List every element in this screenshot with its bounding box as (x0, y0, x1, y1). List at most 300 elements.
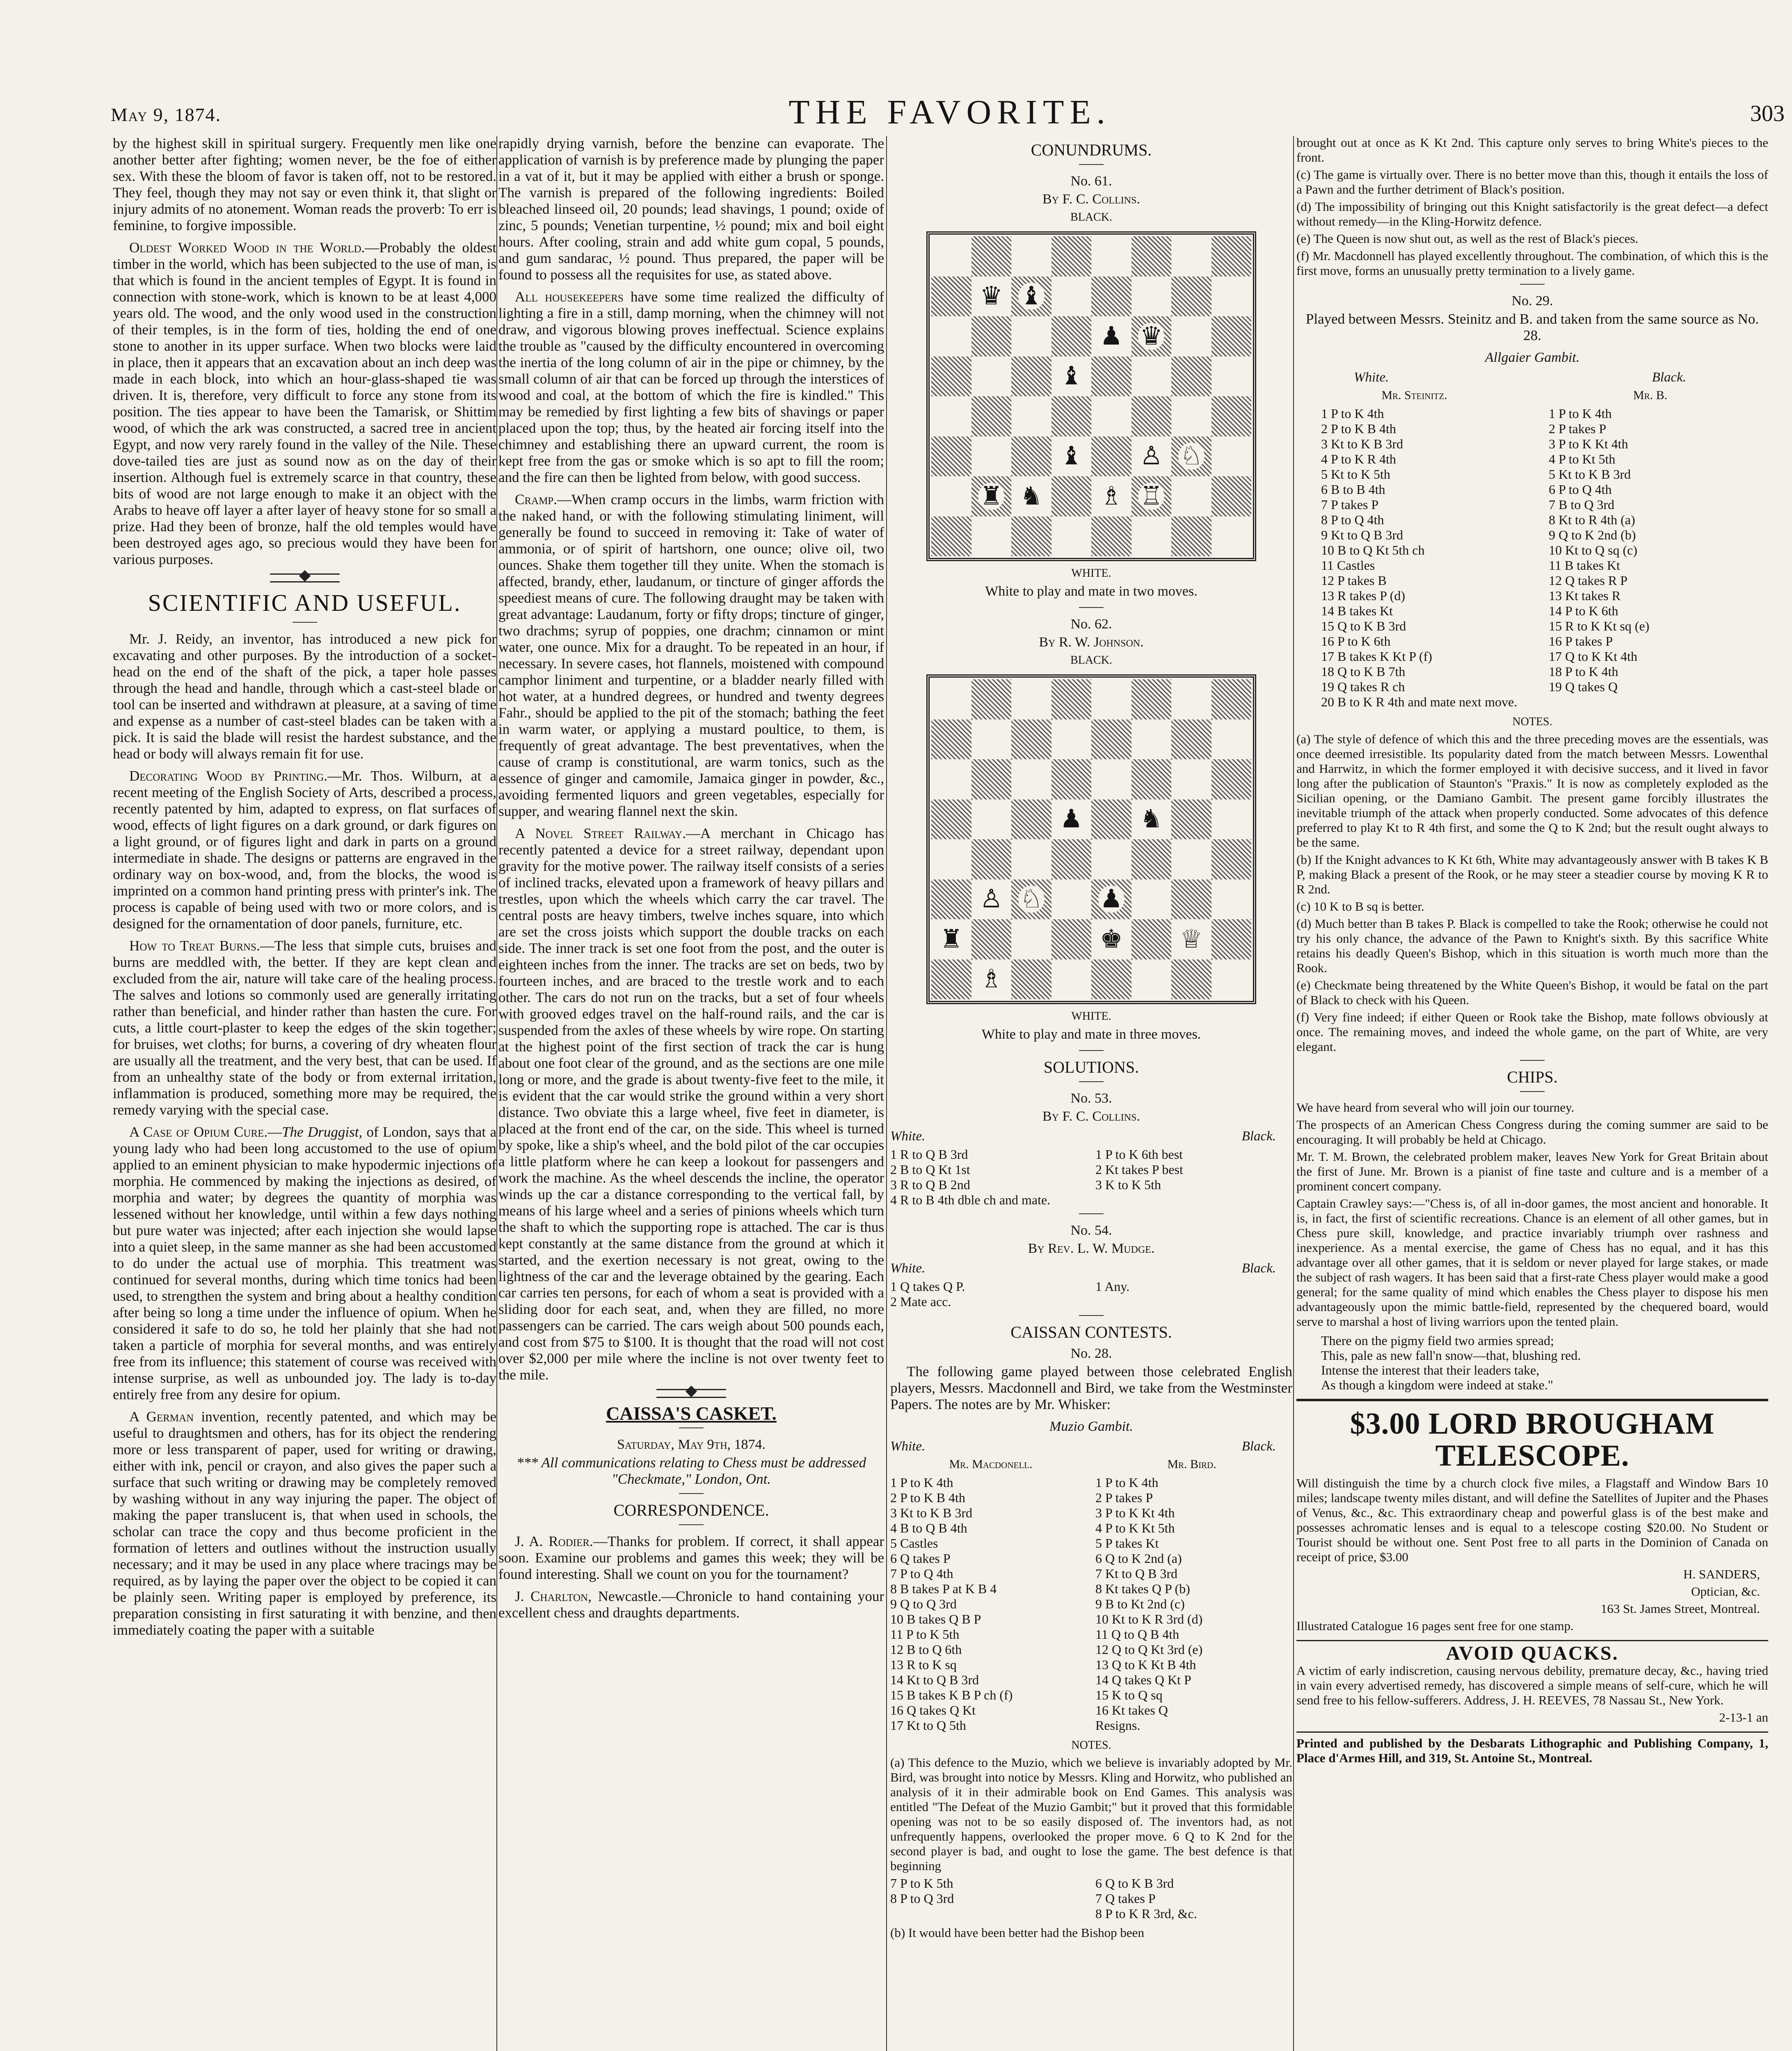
board-square (1131, 396, 1172, 436)
chess-piece-icon: ♞ (1138, 806, 1164, 833)
column-1 (113, 135, 496, 1644)
solution-author: By Rev. L. W. Mudge. (1028, 1241, 1155, 1256)
board-square (1051, 316, 1092, 356)
move-black: 3 P to K Kt 4th (1549, 436, 1628, 451)
board-square (1091, 839, 1131, 879)
chess-piece-icon: ♚ (1098, 926, 1125, 953)
board-square (1131, 719, 1172, 760)
board-square (1211, 316, 1252, 356)
move-black: 17 Q to K Kt 4th (1549, 649, 1637, 664)
divider (679, 1524, 704, 1525)
move-black: 6 Q to K B 3rd (1095, 1876, 1174, 1891)
advert-title-line: TELESCOPE. (1435, 1439, 1630, 1473)
board-square (971, 356, 1012, 397)
board-square (1011, 276, 1051, 317)
white-header: White. (890, 1261, 926, 1276)
board-square (931, 236, 971, 276)
advert-footnote: Illustrated Catalogue 16 pages sent free for one stamp. (1296, 1619, 1574, 1633)
correspondent-name: J. Charlton, (515, 1588, 592, 1604)
page-number: 303 (1750, 101, 1785, 126)
chess-piece-icon: ♘ (1018, 886, 1045, 913)
board-square (931, 679, 971, 719)
board-square (971, 396, 1012, 436)
board-square (1011, 919, 1051, 959)
move-white: 2 B to Q Kt 1st (890, 1162, 970, 1177)
move-white: 12 P takes B (1321, 573, 1387, 588)
move-white: 9 Q to Q 3rd (890, 1596, 957, 1611)
note-text: (b) It would have been better had the Bishop been (890, 1925, 1144, 1940)
article-heading: Cramp. (515, 491, 557, 507)
board-square (1211, 436, 1252, 477)
board-square (1211, 396, 1252, 436)
article-decorating-wood (113, 768, 496, 932)
opening-name: Muzio Gambit. (1049, 1419, 1133, 1434)
poem-line: Intense the interest that their leaders take, (1321, 1363, 1540, 1377)
board-square (1011, 959, 1051, 1000)
advert-rule (1296, 1731, 1768, 1733)
board-square (1011, 356, 1051, 397)
board-square (1131, 436, 1172, 477)
move-black: 3 P to K Kt 4th (1095, 1505, 1175, 1520)
board-square (971, 516, 1012, 557)
move-black: 12 Q to Q Kt 3rd (e) (1095, 1642, 1203, 1657)
advert-signature: H. SANDERS, (1683, 1567, 1760, 1581)
move-white: 3 Kt to K B 3rd (1321, 436, 1403, 451)
move-black: 16 Kt takes Q (1095, 1703, 1168, 1718)
board-square (1131, 476, 1172, 516)
move-white: 8 P to Q 4th (1321, 512, 1384, 527)
board-label-white: WHITE. (1071, 567, 1111, 580)
chess-column-date: Saturday, May 9th, 1874. (617, 1437, 766, 1452)
chips-section (1296, 1100, 1768, 1329)
board-square (1011, 719, 1051, 760)
board-square (1171, 356, 1211, 397)
move-black: 3 K to K 5th (1095, 1177, 1161, 1192)
board-square (1091, 516, 1131, 557)
board-square (1131, 919, 1172, 959)
issue-date: May 9, 1874. (111, 104, 222, 125)
chess-piece-icon: ♜ (978, 483, 1004, 510)
board-square (1051, 799, 1092, 840)
board-square (931, 919, 971, 959)
board-square (1051, 839, 1092, 879)
board-square (1051, 436, 1092, 477)
board-square (1091, 679, 1131, 719)
chess-board-61 (926, 231, 1256, 561)
board-square (1091, 316, 1131, 356)
move-white: 11 P to K 5th (890, 1627, 960, 1642)
note-text: (d) The impossibility of bringing out this Knight satisfactorily is the great defect—a defect without remedy—in the Kling-Horwitz defence. (1296, 199, 1768, 228)
chips-title: CHIPS. (1507, 1068, 1558, 1086)
note-text: (e) Checkmate being threatened by the White Queen's Bishop, it would be fatal on the part of Black to check with his Queen. (1296, 978, 1768, 1007)
move-black: 2 P takes P (1549, 421, 1607, 436)
move-white: 3 Kt to K B 3rd (890, 1505, 972, 1520)
advert-telescope (1296, 1476, 1768, 1633)
move-white: 6 B to B 4th (1321, 482, 1385, 497)
game-notes (890, 1755, 1292, 1873)
chip-item: Captain Crawley says:—"Chess is, of all in-door games, the most ancient and honorable. It is, in fact, the first of scientific recreations. Chance is an element of all other games, but in Chess pure skill, knowledge, and practice invariably triumph over rashness and inexperience. As a mental exercise, the game of Chess has no equal, and it has this advantage over all other games, that it is seldom or never played for large stakes, or made the subject of rash wagers. It has been said that a first-rate Chess player would make a good general; for the same quality of mind which enables the Chess player to dispose his men advantageously upon the mimic battle-field, represented by the chequered board, would serve to marshal a host of living warriors upon the tented plain. (1296, 1196, 1768, 1329)
advert-rule (1296, 1640, 1768, 1641)
chess-piece-icon: ♗ (978, 966, 1004, 993)
board-square (1011, 476, 1051, 516)
article-heading: All housekeepers (515, 289, 624, 305)
advert-quacks-title: AVOID QUACKS. (1446, 1642, 1619, 1664)
board-square (931, 356, 971, 397)
solution-number: No. 53. (1070, 1091, 1112, 1106)
poem-line: There on the pigmy field two armies spread; (1321, 1333, 1554, 1348)
move-white: 4 R to B 4th dble ch and mate. (890, 1192, 1051, 1207)
move-black: 7 B to Q 3rd (1549, 497, 1614, 512)
move-white: 18 Q to K B 7th (1321, 664, 1406, 679)
chess-column-title: CAISSA'S CASKET. (606, 1403, 777, 1424)
move-white: 4 P to K R 4th (1321, 452, 1396, 466)
advert-rule (1296, 1399, 1768, 1401)
moves-table (890, 1876, 1292, 1921)
board-square (971, 919, 1012, 959)
board-square (1091, 799, 1131, 840)
board-square (1011, 516, 1051, 557)
board-square (1011, 879, 1051, 920)
column-2 (498, 135, 884, 1627)
note-text: (d) Much better than B takes P. Black is compelled to take the Rook; otherwise he could not try his only chance, the advance of the Pawn to Knight's sixth. By this sacrifice White retains his deadly Queen's Bishop, which in this situation is worth much more than the Rook. (1296, 916, 1768, 975)
moves-table (1296, 406, 1768, 710)
note-text: (a) This defence to the Muzio, which we believe is invariably adopted by Mr. Bird, was brought into notice by Messrs. Kling and Horwitz, who published an analysis of it in their admirable book on End Games. This analysis was entitled "The Defeat of the Muzio Gambit;" but it proved that this formidable opening was not to be so easily disposed of. The inventors had, as not unfrequently happens, overlooked the proper move. 6 Q to K 2nd for the second player is bad, and ought to lose the game. The best defence is that beginning (890, 1755, 1292, 1873)
board-square (931, 719, 971, 760)
move-black (1095, 1294, 1292, 1309)
board-square (1091, 719, 1131, 760)
divider (1079, 1050, 1104, 1051)
article-transparent-paper (113, 1409, 496, 1638)
opening-name: Allgaier Gambit. (1485, 350, 1580, 365)
white-header: White. (890, 1439, 926, 1454)
move-white: 10 B to Q Kt 5th ch (1321, 543, 1425, 557)
black-header: Black. (1241, 1439, 1276, 1454)
article-heading: Decorating Wood by Printing. (129, 768, 328, 784)
article-body: —A merchant in Chicago has recently patented a device for a street railway, dependant upon gravity for the motive power. The railway itself consists of a series of inclined tracks, elevated upon a framework of heavy pillars and trestles, upon which the wheels which carry the car travel. The central posts are heavy timbers, twelve inches square, into which are set the cross joists which support the double tracks on each side. The inner track is set one foot from the post, and the outer is eighteen inches from the inner. The tracks are set on beds, two by fourteen inches, and are braced to the trestle work and to each other. The cars do not run on the tracks, but a set of four wheels with grooved edges travel on the half-round rails, and the car is suspended from the axles of these wheels by wire rope. On starting at the highest point of the first section of track the car is hung about one foot clear of the ground, and as the sections are one mile long or more, and the grade is about twenty-five feet to the mile, it is evident that the car would strike the ground within a very short distance. Two obviate this a large wheel, five feet in diameter, is placed at the front end of the car, on the side. This wheel is turned by spoke, like a ship's wheel, and the bold pilot of the car occupies a little platform where he can keep a lookout for passengers and work the machine. As the wheel descends the incline, the operator winds up the car a distance corresponding to the vertical fall, by means of his large wheel and a series of pinions wheels which turn the shaft to which the supporting rope is attached. The car is thus kept constantly at the same distance from the ground at which it started, and the exertion necessary is not great, owing to the lightness of the car and the leverage obtained by the gearing. Each car carries ten persons, for each of whom a seat is provided with a sliding door for each seat, and, when they are filled, no more passengers can be carried. The cars weigh about 500 pounds each, and cost from $75 to $100. It is thought that the road will not cost over $2,000 per mile where the incline is not over twenty feet to the mile. (498, 825, 884, 1383)
players-row (1296, 387, 1768, 404)
note-text: (c) 10 K to B sq is better. (1296, 899, 1424, 914)
move-white (890, 1906, 1087, 1921)
chess-piece-icon: ♝ (1058, 363, 1084, 390)
masthead (111, 92, 1789, 133)
board-label-black: BLACK. (1070, 654, 1112, 667)
chess-piece-icon: ♛ (1138, 323, 1164, 350)
move-black: 19 Q takes Q (1549, 679, 1618, 694)
article-continuation: by the highest skill in spiritual surgery. Frequently men like one another better after fighting; women never, be the foe of either sex. With these the bloom of favor is taken off, not to be restored. They feel, though they may not say or even think it, that slight or injury admits of no atonement. Woman reads the proverb: To err is feminine, to forgive impossible. (113, 135, 496, 233)
moves-header (890, 1128, 1292, 1144)
note-text: (f) Very fine indeed; if either Queen or Rook take the Bishop, mate follows obviously at once. The remaining moves, and indeed the whole game, on the part of White, are very elegant. (1296, 1010, 1768, 1054)
players-row (890, 1456, 1292, 1473)
solution-number: No. 54. (1070, 1223, 1112, 1238)
move-black: 1 Any. (1095, 1279, 1130, 1294)
article-burns (113, 938, 496, 1118)
move-black: 1 P to K 6th best (1095, 1147, 1183, 1162)
article-body: —Mr. Thos. Wilburn, at a recent meeting of the English Society of Arts, described a process, recently patented by him, adapted to express, on flat surfaces of wood, effects of light figures on a dark ground, or dark figures on a light ground, or of figures light and dark in parts on a ground intermediate in shade. The designs or patterns are engraved in the ordinary way on box-wood, and, from the blocks, the wood is imprinted on a common hand printing press with printer's ink. The process is capable of being used with two or more colors, and is designed for the ornamentation of door panels, furniture, etc. (113, 768, 496, 932)
divider (1079, 1315, 1104, 1316)
move-black: 5 P takes Kt (1095, 1536, 1159, 1551)
board-square (1091, 879, 1131, 920)
advert-telescope-title (1296, 1408, 1768, 1472)
board-square (1091, 436, 1131, 477)
moves-table (890, 1279, 1292, 1309)
board-square (1011, 679, 1051, 719)
chess-piece-icon: ♟ (1098, 323, 1125, 350)
divider (293, 622, 317, 623)
moves-header (1296, 369, 1768, 386)
board-square (1091, 476, 1131, 516)
correspondence-title: CORRESPONDENCE. (613, 1501, 769, 1519)
chip-item: The prospects of an American Chess Congress during the coming summer are said to be encouraging. It will probably be held at Chicago. (1296, 1117, 1768, 1147)
board-square (1131, 236, 1172, 276)
correspondence-item (498, 1533, 884, 1583)
problem-author: By F. C. Collins. (1042, 192, 1140, 207)
board-square (1131, 799, 1172, 840)
article-oldest-wood (113, 240, 496, 568)
move-black: 9 Q to K 2nd (b) (1549, 528, 1636, 542)
move-white: 17 B takes K Kt P (f) (1321, 649, 1432, 664)
advert-quacks (1296, 1663, 1768, 1725)
board-square (1131, 839, 1172, 879)
board-square (1211, 839, 1252, 879)
board-square (971, 719, 1012, 760)
advert-address: 163 St. James Street, Montreal. (1600, 1601, 1760, 1616)
white-header: White. (1354, 370, 1389, 385)
divider (679, 1493, 704, 1494)
board-square (1131, 879, 1172, 920)
board-square (1131, 679, 1172, 719)
board-square (1171, 236, 1211, 276)
board-square (1091, 759, 1131, 799)
board-square (1171, 879, 1211, 920)
game-notes (890, 1925, 1292, 1940)
problem-number: No. 62. (1070, 617, 1112, 632)
board-square (931, 839, 971, 879)
board-square (1171, 476, 1211, 516)
move-white: 19 Q takes R ch (1321, 679, 1405, 694)
publisher-imprint (1296, 1736, 1768, 1766)
board-square (1211, 759, 1252, 799)
board-square (1091, 959, 1131, 1000)
board-square (931, 276, 971, 317)
move-white: 5 Kt to K 5th (1321, 467, 1390, 482)
black-header: Black. (1652, 370, 1686, 385)
advert-body: Will distinguish the time by a church clock five miles, a Flagstaff and Window Bars 10 miles; landscape twenty miles distant, and will define the Satellites of Jupiter and the Phases of Venus, &c., &c. This extraordinary cheap and powerful glass is of the best make and possesses achromatic lenses and is equal to a telescope costing $20.00. No Student or Tourist should be without one. Sent Post free to all parts in the Dominion of Canada on receipt of price, $3.00 (1296, 1476, 1768, 1564)
board-square (1091, 396, 1131, 436)
article-street-railway (498, 825, 884, 1383)
ornament-divider (270, 573, 340, 582)
solution-author: By F. C. Collins. (1042, 1109, 1140, 1124)
problem-number: No. 61. (1070, 174, 1112, 189)
note-text: (c) The game is virtually over. There is no better move than this, though it entails the loss of a Pawn and the further detriment of Black's position. (1296, 167, 1768, 196)
board-square (1171, 719, 1211, 760)
newspaper-title: THE FAVORITE. (789, 93, 1111, 131)
move-white: 1 Q takes Q P. (890, 1279, 965, 1294)
divider (1079, 1213, 1104, 1214)
board-square (931, 759, 971, 799)
board-square (1051, 719, 1092, 760)
board-square (931, 799, 971, 840)
board-square (1011, 436, 1051, 477)
move-white: 6 Q takes P (890, 1551, 951, 1566)
board-square (1171, 516, 1211, 557)
board-square (1211, 236, 1252, 276)
move-black: 5 Kt to K B 3rd (1549, 467, 1631, 482)
move-white: 5 Castles (890, 1536, 938, 1551)
chess-piece-icon: ♝ (1018, 283, 1045, 310)
move-white: 1 R to Q B 3rd (890, 1147, 968, 1162)
move-white: 15 B takes K B P ch (f) (890, 1688, 1013, 1702)
chess-piece-icon: ♖ (1138, 483, 1164, 510)
game-number: No. 29. (1511, 293, 1553, 308)
board-square (1171, 679, 1211, 719)
game-notes (1296, 732, 1768, 1054)
board-square (1051, 476, 1092, 516)
black-player: Mr. B. (1633, 388, 1668, 402)
board-square (1131, 356, 1172, 397)
move-white: 12 B to Q 6th (890, 1642, 962, 1657)
white-player: Mr. Steinitz. (1381, 388, 1447, 402)
board-square (1011, 236, 1051, 276)
move-white: 11 Castles (1321, 558, 1375, 573)
divider (1520, 1060, 1545, 1061)
moves-table (890, 1475, 1292, 1733)
game-number: No. 28. (1070, 1346, 1112, 1361)
board-square (1091, 919, 1131, 959)
move-black: 8 P to K R 3rd, &c. (1095, 1906, 1197, 1921)
white-player: Mr. Macdonell. (949, 1457, 1033, 1471)
board-square (1171, 396, 1211, 436)
board-square (931, 396, 971, 436)
column-3 (890, 135, 1292, 1943)
board-label-white: WHITE. (1071, 1010, 1111, 1023)
board-square (971, 799, 1012, 840)
note-text: brought out at once as K Kt 2nd. This capture only serves to bring White's pieces to the front. (1296, 135, 1768, 164)
board-square (1211, 476, 1252, 516)
move-black: 7 Kt to Q B 3rd (1095, 1566, 1177, 1581)
board-square (1051, 276, 1092, 317)
move-black: 9 B to Kt 2nd (c) (1095, 1596, 1185, 1611)
divider (1520, 1091, 1545, 1092)
board-square (1171, 436, 1211, 477)
advert-signature: Optician, &c. (1691, 1584, 1760, 1599)
move-white: 3 R to Q B 2nd (890, 1177, 970, 1192)
move-black: 16 P takes P (1549, 634, 1613, 649)
moves-header (890, 1260, 1292, 1277)
article-lighting-fire (498, 289, 884, 486)
game-intro: The following game played between those celebrated English players, Messrs. Macdonnell and Bird, we take from the Westminster Papers. The notes are by Mr. Whisker: (890, 1364, 1292, 1412)
poem-line: This, pale as new fall'n snow—that, blushing red. (1321, 1348, 1581, 1363)
black-player: Mr. Bird. (1167, 1457, 1216, 1471)
move-white: 1 P to K 4th (1321, 406, 1384, 421)
board-square (1211, 516, 1252, 557)
move-white: 15 Q to K B 3rd (1321, 619, 1406, 633)
article-heading: Oldest Worked Wood in the World. (129, 240, 365, 256)
correspondence-item (498, 1588, 884, 1621)
move-white: 7 P takes P (1321, 497, 1379, 512)
move-white: 10 B takes Q B P (890, 1612, 981, 1626)
board-square (1011, 799, 1051, 840)
move-black: 13 Kt takes R (1549, 588, 1621, 603)
divider (679, 1427, 704, 1428)
board-square (1211, 919, 1252, 959)
article-cramp (498, 491, 884, 820)
move-black (1549, 694, 1768, 710)
correspondent-name: J. A. Rodier. (515, 1533, 593, 1549)
divider (1520, 284, 1545, 285)
article-heading: A Novel Street Railway. (515, 825, 686, 841)
chess-column-address: *** All communications relating to Chess must be addressed "Checkmate," London, Ont. (516, 1455, 866, 1487)
article-body: have some time realized the difficulty of lighting a fire in a still, damp morning, when the chimney will not draw, and vigorous blowing proves ineffectual. Science explains the trouble as "caused by the difficulty encountered in overcoming the inertia of the long column of air in the pipe or chimney, by the small column of air that can be forced up through the interstices of wood and coal, at the bottom of which the fire is kindled." This may be remedied by first lighting a few bits of shavings or paper placed upon the top; thus, by the heated air forcing itself into the chimney and establishing there an upward current, the room is kept free from the gas or smoke which is so apt to fill the room; and the fire can then be lighted from below, with good success. (498, 289, 884, 485)
chess-piece-icon: ♙ (978, 886, 1004, 913)
chess-piece-icon: ♕ (1178, 926, 1205, 953)
board-square (1131, 276, 1172, 317)
move-black: 11 B takes Kt (1549, 558, 1620, 573)
black-header: Black. (1241, 1129, 1276, 1144)
article-heading: A Case of Opium Cure. (129, 1124, 268, 1140)
move-black: 8 Kt takes Q P (b) (1095, 1581, 1190, 1596)
move-white: 13 R takes P (d) (1321, 588, 1406, 603)
move-black: 4 P to Kt 5th (1549, 452, 1616, 466)
imprint-text: Printed and published by the Desbarats Lithographic and Publishing Company, 1, Place d'Armes Hill, and 319, St. Antoine St., Montreal. (1296, 1736, 1768, 1765)
board-square (1051, 236, 1092, 276)
article-body: —Probably the oldest timber in the world, which has been subjected to the use of man, is that which is found in the ancient temples of Egypt. It is found in connection with stone-work, which is known to be at least 4,000 years old. The wood, and the only wood used in the construction of their temples, is in the form of ties, holding the end of one stone to another in its upper surface. When two blocks were laid in place, then it appears that an excavation about an inch deep was made in each block, into which an hour-glass-shaped tie was driven. It is, therefore, very difficult to force any stone from its position. The ties appear to have been the Tamarisk, or Shittim wood, of which the ark was constructed, a sacred tree in ancient Egypt, and now very rarely found in the valley of the Nile. These dove-tailed ties are just as sound now as on the day of their insertion. Although fuel is extremely scarce in that country, these bits of wood are not large enough to make it an object with the Arabs to heave off layer a after layer of heavy stone for so small a prize. Had they been of bronze, half the old temples would have been destroyed ages ago, so precious would they have been for various purposes. (113, 240, 496, 567)
board-square (1211, 799, 1252, 840)
board-square (1051, 919, 1092, 959)
correspondence-text: —Thanks for problem. If correct, it shall appear soon. Examine our problems and games this week; they will be found interesting. Shall we count on you for the tournament? (498, 1533, 884, 1582)
chip-item: We have heard from several who will join our tourney. (1296, 1100, 1575, 1115)
problem-author: By R. W. Johnson. (1039, 635, 1144, 650)
board-square (1091, 236, 1131, 276)
move-black: 4 P to K Kt 5th (1095, 1521, 1175, 1535)
move-white: 17 Kt to Q 5th (890, 1718, 966, 1733)
board-square (1051, 396, 1092, 436)
ornament-divider (656, 1389, 726, 1398)
column-rule (886, 136, 887, 2051)
board-square (1171, 959, 1211, 1000)
move-white: 14 Kt to Q B 3rd (890, 1672, 979, 1687)
problem-caption: White to play and mate in two moves. (985, 584, 1198, 599)
board-square (1211, 356, 1252, 397)
board-square (971, 436, 1012, 477)
move-white: 7 P to Q 4th (890, 1566, 953, 1581)
board-square (1011, 316, 1051, 356)
notes-title: NOTES. (1512, 715, 1552, 728)
move-white: 8 B takes P at K B 4 (890, 1581, 997, 1596)
board-square (1211, 276, 1252, 317)
move-white: 9 Kt to Q B 3rd (1321, 528, 1403, 542)
article-opium-cure: A Case of Opium Cure.—The Druggist, of London, says that a young lady who had been long accustomed to the use of opium applied to an eminent physician to make hypodermic injections of morphia. He commenced by making the injections as desired, of morphia and water; by degrees the quantity of morphia was lessened without her knowledge, until within a few days nothing but pure water was injected; after each injection she would lapse into a quiet sleep, in the same manner as she had been accustomed to do under the actual use of morphia. This treatment was continued for several months, during which time tonics had been used, to strengthen the system and bring about a healthy condition after being so long a time under the influence of opium. When he considered it safe to do so, he told her plainly that she had not taken a particle of morphia for several months, and was entirely free from its influence; this statement of course was received with intense surprise, as well as unbounded joy. The lady is to-day entirely free from any desire for opium. (113, 1124, 496, 1402)
move-black: 1 P to K 4th (1095, 1475, 1159, 1490)
board-square (1171, 759, 1211, 799)
poem-line: As though a kingdom were indeed at stake." (1321, 1377, 1553, 1392)
chess-piece-icon: ♜ (938, 926, 965, 953)
move-white: 2 P to K B 4th (1321, 421, 1396, 436)
board-square (1051, 879, 1092, 920)
move-black: 8 Kt to R 4th (a) (1549, 512, 1635, 527)
board-label-black: BLACK. (1070, 211, 1112, 224)
board-square (971, 839, 1012, 879)
board-square (931, 316, 971, 356)
board-square (971, 959, 1012, 1000)
move-white: 2 P to K B 4th (890, 1490, 965, 1505)
board-square (1211, 719, 1252, 760)
chess-piece-icon: ♟ (1058, 806, 1084, 833)
board-square (1091, 356, 1131, 397)
chess-piece-icon: ♝ (1058, 443, 1084, 470)
chess-piece-icon: ♘ (1178, 443, 1205, 470)
advert-body: A victim of early indiscretion, causing nervous debility, premature decay, &c., having tried in vain every advertised remedy, has discovered a simple means of self-cure, which he will send free to his fellow-sufferers. Address, J. H. REEVES, 78 Nassau St., New York. (1296, 1663, 1768, 1707)
board-square (1171, 919, 1211, 959)
